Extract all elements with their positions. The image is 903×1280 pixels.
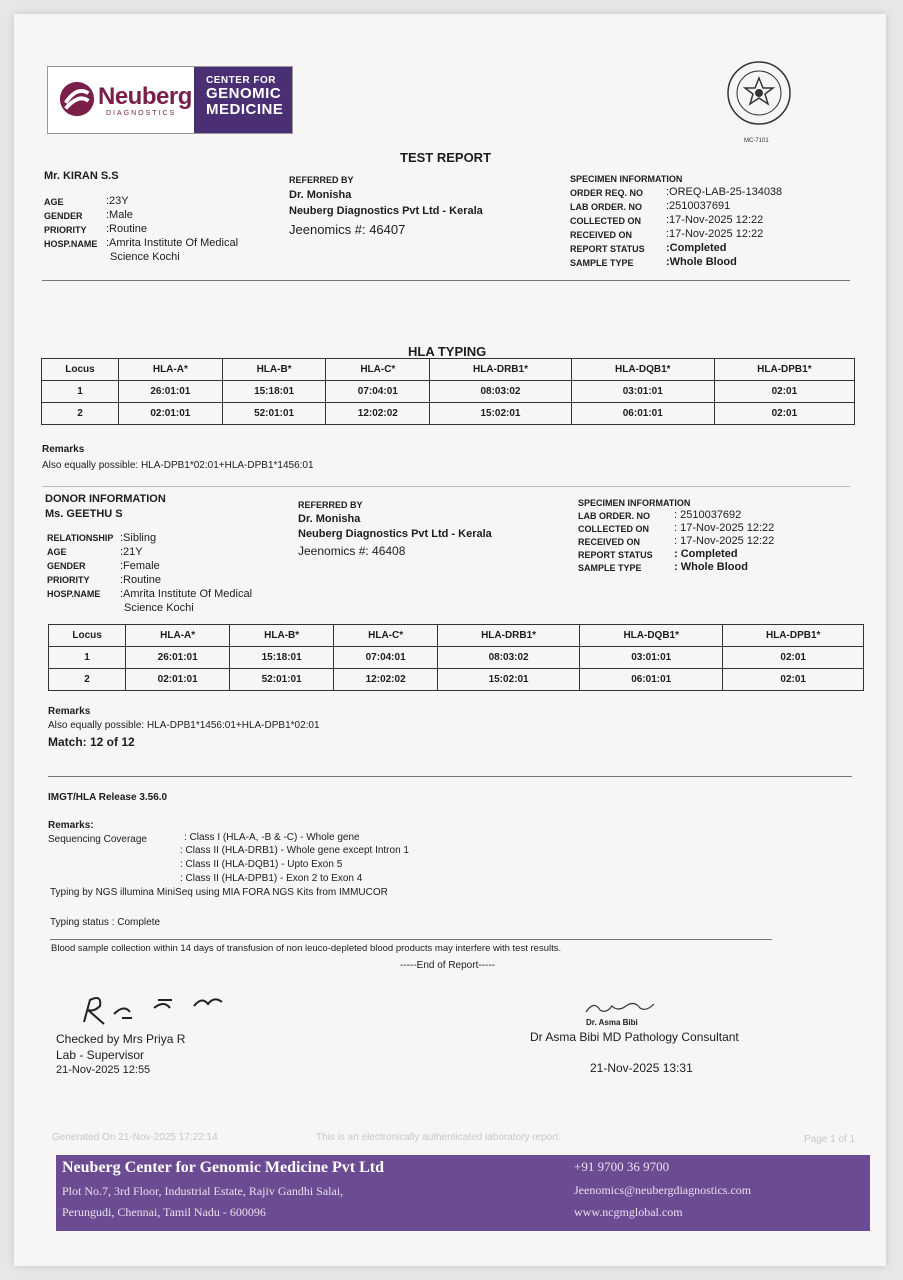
specimen-label-3: RECEIVED ON bbox=[570, 230, 633, 240]
table-row bbox=[42, 403, 855, 425]
table-cell: 02:01:01 bbox=[126, 669, 230, 691]
col-hla-dpb1: HLA-DPB1* bbox=[723, 625, 864, 647]
logo-brand-sub: DIAGNOSTICS bbox=[106, 110, 177, 117]
col-hla-b: HLA-B* bbox=[230, 625, 334, 647]
pathologist-signature-icon bbox=[582, 996, 662, 1018]
match-summary: Match: 12 of 12 bbox=[48, 735, 135, 749]
table-cell: 2 bbox=[42, 403, 119, 425]
auth-note: This is an electronically authenticated laboratory report. bbox=[316, 1132, 562, 1143]
table-cell: 08:03:02 bbox=[438, 647, 580, 669]
table-cell: 15:02:01 bbox=[438, 669, 580, 691]
coverage-label: Sequencing Coverage bbox=[48, 834, 147, 845]
donor-hosp-cont: Science Kochi bbox=[124, 602, 194, 614]
table-cell: 52:01:01 bbox=[222, 403, 326, 425]
col-hla-c: HLA-C* bbox=[326, 359, 430, 381]
specimen-heading: SPECIMEN INFORMATION bbox=[570, 174, 683, 184]
table-cell: 26:01:01 bbox=[118, 381, 222, 403]
checked-by-date: 21-Nov-2025 12:55 bbox=[56, 1064, 151, 1076]
generated-on: Generated On 21-Nov-2025 17:22:14 bbox=[52, 1132, 218, 1143]
page-number: Page 1 of 1 bbox=[804, 1134, 856, 1145]
neuberg-logo-icon bbox=[58, 80, 96, 118]
specimen-value-0: :OREQ-LAB-25-134038 bbox=[666, 186, 783, 198]
imgt-release: IMGT/HLA Release 3.56.0 bbox=[48, 792, 168, 803]
donor-referral-jeenomics: Jeenomics #: 46408 bbox=[298, 544, 406, 558]
donor-remarks-label: Remarks bbox=[48, 706, 91, 717]
specimen-label-0: ORDER REQ. NO bbox=[570, 188, 644, 198]
footer-phone: +91 9700 36 9700 bbox=[574, 1159, 670, 1174]
patient-age-label: AGE bbox=[44, 197, 64, 207]
coverage-line-1: : Class II (HLA-DRB1) - Whole gene except Intron 1 bbox=[180, 845, 409, 856]
donor-relationship-label: RELATIONSHIP bbox=[47, 533, 114, 543]
donor-priority-label: PRIORITY bbox=[47, 575, 90, 585]
table-cell: 02:01 bbox=[714, 403, 854, 425]
checked-by-role: Lab - Supervisor bbox=[56, 1048, 145, 1062]
footer-email: Jeenomics@neubergdiagnostics.com bbox=[574, 1183, 752, 1197]
specimen-value-5: :Whole Blood bbox=[666, 256, 737, 268]
table-header-row bbox=[49, 625, 864, 647]
method-remarks-label: Remarks: bbox=[48, 820, 94, 831]
table-row bbox=[42, 381, 855, 403]
donor-gender-label: GENDER bbox=[47, 561, 86, 571]
table-cell: 06:01:01 bbox=[580, 669, 723, 691]
section-divider bbox=[42, 486, 850, 487]
col-hla-drb1: HLA-DRB1* bbox=[438, 625, 580, 647]
company-footer bbox=[56, 1155, 870, 1231]
neuberg-logo bbox=[47, 66, 293, 134]
patient-priority-label: PRIORITY bbox=[44, 225, 87, 235]
disclaimer-divider bbox=[50, 939, 772, 940]
col-hla-b: HLA-B* bbox=[222, 359, 326, 381]
table-cell: 15:18:01 bbox=[230, 647, 334, 669]
donor-age-label: AGE bbox=[47, 547, 67, 557]
specimen-value-3: :17-Nov-2025 12:22 bbox=[666, 228, 764, 240]
end-of-report: -----End of Report----- bbox=[400, 960, 496, 971]
donor-specimen-label-3: REPORT STATUS bbox=[578, 550, 653, 560]
accreditation-code: MC-7101 bbox=[744, 138, 769, 144]
footer-address-2: Perungudi, Chennai, Tamil Nadu - 600096 bbox=[62, 1205, 266, 1219]
table-cell: 52:01:01 bbox=[230, 669, 334, 691]
table-cell: 12:02:02 bbox=[326, 403, 430, 425]
table-cell: 12:02:02 bbox=[334, 669, 438, 691]
specimen-label-4: REPORT STATUS bbox=[570, 244, 645, 254]
referral-doctor: Dr. Monisha bbox=[289, 189, 352, 201]
specimen-label-1: LAB ORDER. NO bbox=[570, 202, 642, 212]
donor-specimen-value-3: : Completed bbox=[674, 548, 738, 560]
pathologist-signature-name: Dr. Asma Bibi bbox=[586, 1018, 638, 1027]
table-cell: 03:01:01 bbox=[580, 647, 723, 669]
donor-specimen-value-2: : 17-Nov-2025 12:22 bbox=[674, 535, 775, 547]
patient-hla-table bbox=[41, 358, 855, 425]
table-cell: 07:04:01 bbox=[326, 381, 430, 403]
supervisor-signature-icon bbox=[74, 986, 244, 1030]
table-cell: 1 bbox=[42, 381, 119, 403]
donor-hla-table bbox=[48, 624, 864, 691]
table-cell: 02:01:01 bbox=[118, 403, 222, 425]
donor-specimen-label-1: COLLECTED ON bbox=[578, 524, 649, 534]
donor-name: Ms. GEETHU S bbox=[45, 508, 123, 520]
patient-hosp-cont: Science Kochi bbox=[110, 251, 180, 263]
donor-relationship-value: :Sibling bbox=[120, 532, 157, 544]
table-row bbox=[49, 647, 864, 669]
coverage-line-3: : Class II (HLA-DPB1) - Exon 2 to Exon 4 bbox=[180, 873, 363, 884]
donor-specimen-label-2: RECEIVED ON bbox=[578, 537, 641, 547]
donor-age-value: :21Y bbox=[120, 546, 143, 558]
col-hla-dqb1: HLA-DQB1* bbox=[580, 625, 723, 647]
typing-method: Typing by NGS illumina MiniSeq using MIA FORA NGS Kits from IMMUCOR bbox=[50, 887, 388, 898]
patient-gender-label: GENDER bbox=[44, 211, 83, 221]
table-row bbox=[49, 669, 864, 691]
patient-remarks-label: Remarks bbox=[42, 444, 85, 455]
col-hla-a: HLA-A* bbox=[126, 625, 230, 647]
donor-referral-heading: REFERRED BY bbox=[298, 500, 363, 510]
donor-specimen-value-1: : 17-Nov-2025 12:22 bbox=[674, 522, 775, 534]
patient-priority-value: :Routine bbox=[106, 223, 147, 235]
method-divider bbox=[48, 776, 852, 777]
donor-heading: DONOR INFORMATION bbox=[45, 493, 166, 505]
col-hla-dqb1: HLA-DQB1* bbox=[571, 359, 714, 381]
donor-hosp-value: :Amrita Institute Of Medical bbox=[120, 588, 253, 600]
hla-typing-title: HLA TYPING bbox=[408, 344, 487, 359]
pathologist-date: 21-Nov-2025 13:31 bbox=[590, 1061, 693, 1075]
footer-company: Neuberg Center for Genomic Medicine Pvt Ltd bbox=[62, 1159, 385, 1176]
typing-status: Typing status : Complete bbox=[50, 917, 161, 928]
donor-referral-lab: Neuberg Diagnostics Pvt Ltd - Kerala bbox=[298, 528, 492, 540]
logo-center-line2: GENOMIC bbox=[206, 85, 282, 102]
report-title: TEST REPORT bbox=[400, 150, 492, 165]
donor-remarks-text: Also equally possible: HLA-DPB1*1456:01+HLA-DPB1*02:01 bbox=[48, 720, 320, 731]
col-hla-c: HLA-C* bbox=[334, 625, 438, 647]
logo-center-block bbox=[194, 67, 292, 133]
referral-jeenomics: Jeenomics #: 46407 bbox=[289, 222, 406, 237]
donor-specimen-label-4: SAMPLE TYPE bbox=[578, 563, 642, 573]
patient-hosp-value: :Amrita Institute Of Medical bbox=[106, 237, 239, 249]
coverage-line-2: : Class II (HLA-DQB1) - Upto Exon 5 bbox=[180, 859, 343, 870]
col-hla-dpb1: HLA-DPB1* bbox=[714, 359, 854, 381]
referral-lab: Neuberg Diagnostics Pvt Ltd - Kerala bbox=[289, 205, 483, 217]
footer-address-1: Plot No.7, 3rd Floor, Industrial Estate, Rajiv Gandhi Salai, bbox=[62, 1184, 344, 1198]
table-cell: 2 bbox=[49, 669, 126, 691]
patient-name: Mr. KIRAN S.S bbox=[44, 170, 119, 182]
table-cell: 1 bbox=[49, 647, 126, 669]
table-cell: 02:01 bbox=[714, 381, 854, 403]
specimen-value-2: :17-Nov-2025 12:22 bbox=[666, 214, 764, 226]
table-cell: 15:18:01 bbox=[222, 381, 326, 403]
accreditation-seal-icon bbox=[726, 60, 792, 126]
logo-center-line3: MEDICINE bbox=[206, 101, 284, 118]
patient-hosp-label: HOSP.NAME bbox=[44, 239, 98, 249]
logo-center-line1: CENTER FOR bbox=[206, 75, 276, 86]
table-cell: 02:01 bbox=[723, 647, 864, 669]
logo-brand: Neuberg bbox=[98, 83, 192, 110]
col-hla-a: HLA-A* bbox=[118, 359, 222, 381]
table-cell: 07:04:01 bbox=[334, 647, 438, 669]
donor-specimen-label-0: LAB ORDER. NO bbox=[578, 511, 650, 521]
checked-by: Checked by Mrs Priya R bbox=[56, 1032, 186, 1046]
table-cell: 26:01:01 bbox=[126, 647, 230, 669]
col-locus: Locus bbox=[42, 359, 119, 381]
col-locus: Locus bbox=[49, 625, 126, 647]
table-header-row bbox=[42, 359, 855, 381]
patient-age-value: :23Y bbox=[106, 195, 129, 207]
table-cell: 06:01:01 bbox=[571, 403, 714, 425]
specimen-label-5: SAMPLE TYPE bbox=[570, 258, 634, 268]
donor-priority-value: :Routine bbox=[120, 574, 161, 586]
donor-specimen-value-4: : Whole Blood bbox=[674, 561, 748, 573]
patient-gender-value: :Male bbox=[106, 209, 133, 221]
donor-specimen-value-0: : 2510037692 bbox=[674, 509, 742, 521]
specimen-value-4: :Completed bbox=[666, 242, 727, 254]
col-hla-drb1: HLA-DRB1* bbox=[430, 359, 572, 381]
table-cell: 15:02:01 bbox=[430, 403, 572, 425]
patient-remarks-text: Also equally possible: HLA-DPB1*02:01+HLA-DPB1*1456:01 bbox=[42, 460, 314, 471]
donor-referral-doctor: Dr. Monisha bbox=[298, 513, 361, 525]
donor-gender-value: :Female bbox=[120, 560, 160, 572]
coverage-line-0: : Class I (HLA-A, -B & -C) - Whole gene bbox=[184, 832, 360, 843]
table-cell: 08:03:02 bbox=[430, 381, 572, 403]
header-divider bbox=[42, 280, 850, 281]
specimen-label-2: COLLECTED ON bbox=[570, 216, 641, 226]
pathologist-name: Dr Asma Bibi MD Pathology Consultant bbox=[530, 1030, 739, 1044]
table-cell: 03:01:01 bbox=[571, 381, 714, 403]
specimen-value-1: :2510037691 bbox=[666, 200, 731, 212]
donor-specimen-heading: SPECIMEN INFORMATION bbox=[578, 498, 691, 508]
footer-website: www.ncgmglobal.com bbox=[574, 1205, 683, 1219]
donor-hosp-label: HOSP.NAME bbox=[47, 589, 101, 599]
referral-heading: REFERRED BY bbox=[289, 175, 354, 185]
report-page bbox=[14, 14, 886, 1266]
disclaimer-text: Blood sample collection within 14 days of transfusion of non leuco-depleted blood products may interfere with test results. bbox=[51, 943, 562, 954]
table-cell: 02:01 bbox=[723, 669, 864, 691]
